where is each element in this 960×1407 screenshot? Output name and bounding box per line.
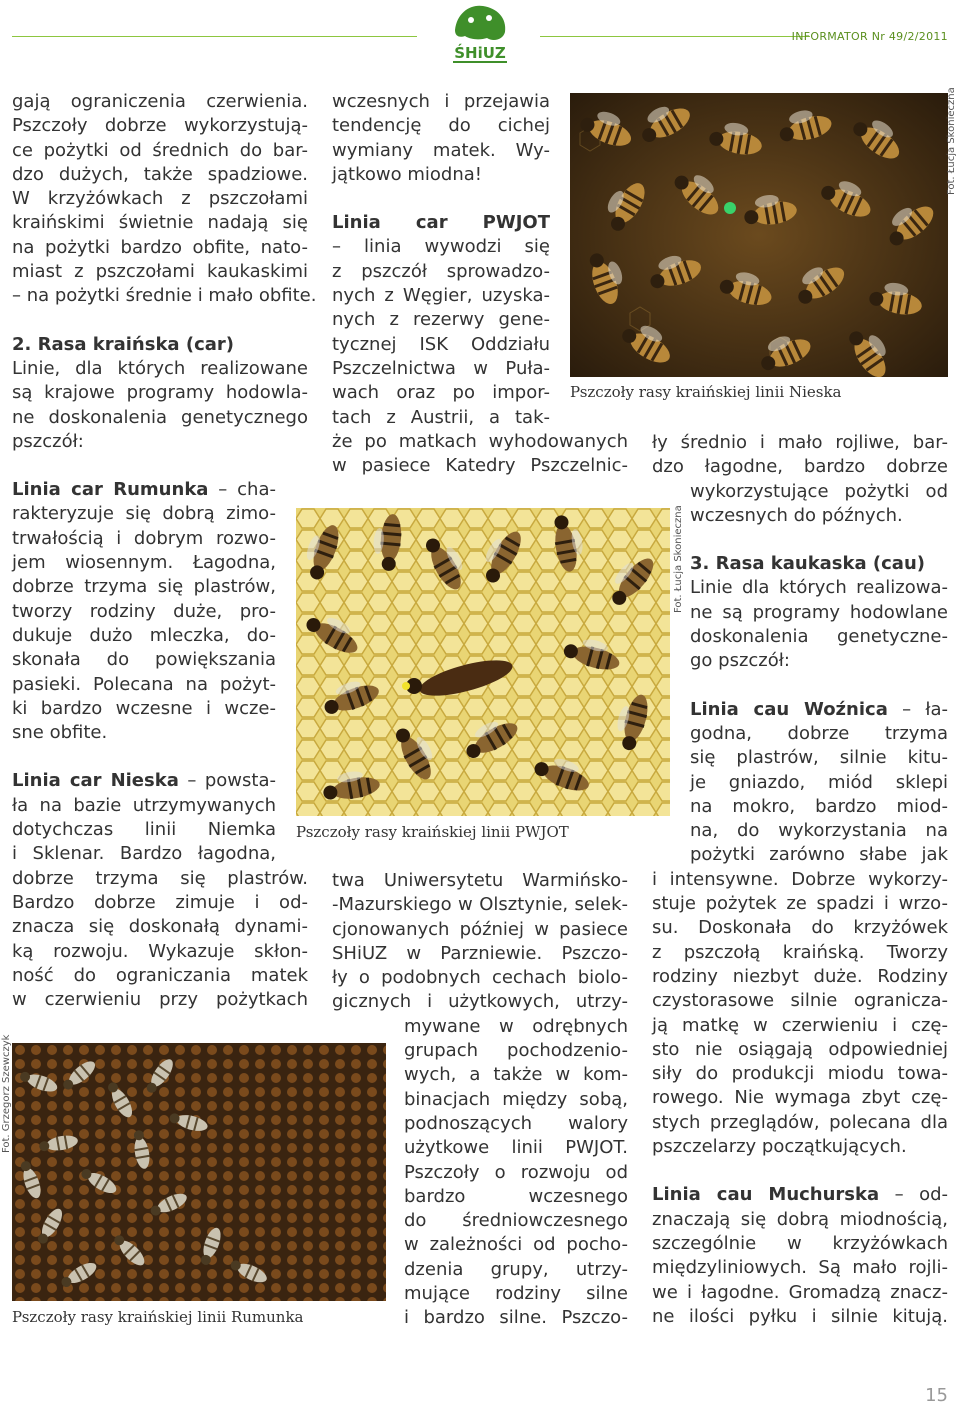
credit-pwjot: Fot. Łucja Skonieczna bbox=[673, 505, 684, 613]
text-line: Linie dla których realizowa- bbox=[690, 577, 948, 599]
text-line: dzo łagodne, bardzo dobrze bbox=[652, 456, 948, 478]
text-line: Pszczoły dobrze wykorzystują- bbox=[12, 115, 308, 137]
text-line: mywane w odrębnych bbox=[404, 1015, 628, 1037]
text-line: – linia wywodzi się bbox=[332, 236, 550, 258]
text-line: pożytki zarówno słabe jak bbox=[690, 844, 948, 866]
text-line: nych z Węgier, uzyska- bbox=[332, 285, 550, 307]
text-line: wych, a także w kom- bbox=[404, 1064, 628, 1086]
text-line: mujące rodziny silne bbox=[404, 1283, 628, 1305]
text-line: SHiUZ w Parzniewie. Pszczo- bbox=[332, 942, 628, 964]
text-line: w zależności od pocho- bbox=[404, 1234, 628, 1256]
text-line: cjonowanych później w pasiece bbox=[332, 918, 628, 940]
text-line: ność do ograniczania matek bbox=[12, 964, 308, 986]
text-line: skonała do powiększania bbox=[12, 649, 276, 671]
text-line: we i łagodne. Gromadzą znacz- bbox=[652, 1281, 948, 1303]
text-line: jem wiosennym. Łagodna, bbox=[12, 552, 276, 574]
credit-rumunka: Fot. Grzegorz Szewczyk bbox=[1, 1034, 12, 1153]
credit-nieska: Fot. Łucja Skonieczna bbox=[946, 87, 957, 195]
line-name-pwjot: Linia car PWJOT bbox=[332, 212, 550, 234]
bees-photo-image bbox=[570, 93, 948, 377]
middle-column-top bbox=[332, 90, 628, 478]
line-name-nieska: Linia car Nieska bbox=[12, 770, 179, 792]
section-heading: 3. Rasa kaukaska (cau) bbox=[690, 553, 925, 575]
text-line: rodziny niezbyt duże. Rodziny bbox=[652, 965, 948, 987]
text-line: wczesnych i przejawia bbox=[332, 91, 550, 112]
line-name-rumunka: Linia car Rumunka bbox=[12, 479, 209, 501]
text-line: znaczają się dobrą miodnością, bbox=[652, 1208, 948, 1230]
text-line: na, do wykorzystania na bbox=[690, 820, 948, 842]
nieska-paragraph bbox=[12, 769, 308, 1012]
section-heading: 2. Rasa kraińska (car) bbox=[12, 333, 234, 355]
caption-rumunka: Pszczoły rasy kraińskiej linii Rumunka bbox=[12, 1308, 304, 1326]
photo-pwjot bbox=[296, 508, 670, 816]
text-line: w czerwieniu przy pożytkach bbox=[12, 989, 308, 1011]
text-line: W krzyżówkach z pszczołami bbox=[12, 188, 308, 210]
text-line: dzo dużych, także spadziowe. bbox=[12, 163, 308, 185]
section-2 bbox=[12, 333, 308, 454]
header-rule-right bbox=[540, 36, 810, 37]
text-line: doskonalenia genetyczne- bbox=[690, 626, 948, 648]
rumunka-paragraph bbox=[12, 478, 276, 745]
text-line: nych z rezerwy gene- bbox=[332, 309, 550, 331]
bees-photo-image bbox=[296, 508, 670, 816]
text-line: Linia car Nieska – powsta- bbox=[12, 770, 276, 792]
text-line: dobrze trzyma się plastrów, bbox=[12, 576, 276, 598]
text-line: twa Uniwersytetu Warmińsko- bbox=[332, 870, 628, 891]
text-line: Pszczelnictwa w Puła- bbox=[332, 357, 550, 379]
text-line: na pożytki bardzo obfite, nato- bbox=[12, 236, 308, 258]
photo-nieska bbox=[570, 93, 948, 377]
text-line: trwałością i dobrym rozwo- bbox=[12, 527, 276, 549]
text-line: szczególnie w krzyżówkach bbox=[652, 1232, 948, 1254]
line-name-woznica: Linia cau Woźnica bbox=[690, 698, 888, 720]
text-line: użytkowe linii PWJOT. bbox=[404, 1137, 628, 1159]
text-line: tach z Austrii, a tak- bbox=[332, 406, 550, 428]
caption-pwjot: Pszczoły rasy kraińskiej linii PWJOT bbox=[296, 823, 569, 841]
text-line: Pszczoły o rozwoju od bbox=[404, 1161, 628, 1183]
text-line: do średniowczesnego bbox=[404, 1210, 628, 1232]
text-line: binacjach między sobą, bbox=[404, 1088, 628, 1110]
text-line: ła na bazie utrzymywanych bbox=[12, 794, 276, 816]
text-line: – na pożytki średnie i mało obfite. bbox=[12, 285, 317, 307]
text-line: w pasiece Katedry Pszczelnic- bbox=[332, 455, 628, 477]
text-line: i Sklenar. Bardzo łagodna, bbox=[12, 843, 276, 865]
bees-photo-image bbox=[12, 1043, 386, 1301]
text-line: z pszczół sprowadzo- bbox=[332, 260, 550, 282]
photo-rumunka bbox=[12, 1043, 386, 1301]
text-line: rowego. Nie wymaga zbyt czę- bbox=[652, 1087, 948, 1109]
logo-text: ŚHiUZ bbox=[454, 44, 506, 62]
text-line: tworzy rodziny duże, pro- bbox=[12, 600, 276, 622]
text-line: kraińskimi świetnie nadają się bbox=[12, 212, 308, 234]
text-line: ły średnio i mało rojliwe, bar- bbox=[652, 432, 948, 453]
text-line: wczesnych do późnych. bbox=[690, 504, 903, 526]
text-line: ką rozwoju. Wykazuje skłon- bbox=[12, 940, 308, 962]
text-line: ne doskonalenia genetycznego bbox=[12, 406, 308, 428]
text-line: ce pożytki od średnich do bar- bbox=[12, 139, 308, 161]
text-line: tendencję do cichej bbox=[332, 115, 550, 137]
text-line: i intensywne. Dobrze wykorzy- bbox=[652, 868, 948, 890]
shiuz-logo bbox=[447, 0, 513, 72]
text-line: się plastrów, silnie kitu- bbox=[690, 747, 948, 769]
text-line: wymiany matek. Wy- bbox=[332, 139, 550, 161]
text-line: ki bardzo wczesne i wcze- bbox=[12, 697, 276, 719]
text-line: stych przeglądów, polecana dla bbox=[652, 1111, 948, 1133]
text-line: stuje pożytek ze spadzi i wrzo- bbox=[652, 893, 948, 915]
text-line: czystorasowe silnie ogranicza- bbox=[652, 990, 948, 1012]
text-line: z pszczołą kraińską. Tworzy bbox=[652, 941, 948, 963]
header-rule-left bbox=[12, 36, 417, 37]
text-line: godna, dobrze trzyma bbox=[690, 722, 948, 744]
text-line: gają ograniczenia czerwienia. bbox=[12, 91, 308, 112]
text-line: rakteryzuje się dobrą zimo- bbox=[12, 503, 276, 525]
text-line: jątkowo miodna! bbox=[332, 163, 482, 185]
text-line: ły o podobnych cechach biolo- bbox=[332, 967, 628, 989]
text-line: podnoszących walory bbox=[404, 1112, 628, 1134]
caption-nieska: Pszczoły rasy kraińskiej linii Nieska bbox=[570, 383, 842, 401]
text-line: sto nie osiągają odpowiedniej bbox=[652, 1038, 948, 1060]
right-column-top bbox=[652, 431, 948, 1329]
text-line: sne obfite. bbox=[12, 722, 108, 744]
text-line: że po matkach wyhodowanych bbox=[332, 430, 628, 452]
text-line: są krajowe programy hodowla- bbox=[12, 382, 308, 404]
text-line: pszczelarzy początkujących. bbox=[652, 1136, 907, 1158]
text-line: na mokro, bardzo miod- bbox=[690, 795, 948, 817]
text-line: tycznej ISK Oddziału bbox=[332, 333, 550, 355]
text-line: siły do produkcji miodu towa- bbox=[652, 1063, 948, 1085]
text-line: Linie, dla których realizowane bbox=[12, 357, 308, 379]
text-line: ne ilości pyłku i silnie kitują. bbox=[652, 1305, 948, 1327]
text-line: pasieki. Polecana na pożyt- bbox=[12, 673, 276, 695]
text-line: wach oraz po impor- bbox=[332, 382, 550, 404]
text-line: dobrze trzyma się plastrów. bbox=[12, 867, 308, 889]
intro-paragraph bbox=[12, 90, 317, 309]
text-line: dzenia grupy, utrzy- bbox=[404, 1258, 628, 1280]
text-line: bardzo wczesnego bbox=[404, 1185, 628, 1207]
text-line: ne są programy hodowlane bbox=[690, 601, 948, 623]
issue-label: INFORMATOR Nr 49/2/2011 bbox=[791, 30, 948, 43]
text-line: Linia car Rumunka – cha- bbox=[12, 479, 276, 501]
text-line: znacza się doskonałą dynami- bbox=[12, 916, 308, 938]
text-line: pszczół: bbox=[12, 430, 84, 452]
page-number: 15 bbox=[925, 1385, 948, 1406]
text-line: je gniazdo, miód sklepi bbox=[690, 771, 948, 793]
left-column bbox=[12, 90, 317, 1012]
text-line: wykorzystujące pożytki od bbox=[690, 480, 948, 502]
text-line: Bardzo dobrze zimuje i od- bbox=[12, 891, 308, 913]
text-line: dukuje dużo mleczka, do- bbox=[12, 624, 276, 646]
text-line: su. Doskonała do krzyżówek bbox=[652, 917, 948, 939]
text-line: i bardzo silne. Pszczo- bbox=[404, 1307, 628, 1329]
text-line: gicznych i użytkowych, utrzy- bbox=[332, 991, 628, 1013]
text-line: grupach pochodzenio- bbox=[404, 1040, 628, 1062]
text-line: miast z pszczołami kaukaskimi bbox=[12, 261, 308, 283]
text-line: Linia cau Muchurska – od- bbox=[652, 1184, 948, 1206]
text-line: Linia cau Woźnica – ła- bbox=[690, 698, 948, 720]
line-name-muchurska: Linia cau Muchurska bbox=[652, 1184, 880, 1206]
text-line: dotychczas linii Niemka bbox=[12, 819, 276, 841]
text-line: międzyliniowych. Są mało rojli- bbox=[652, 1257, 948, 1279]
text-line: ją matkę w czerwieniu i czę- bbox=[652, 1014, 948, 1036]
text-line: -Mazurskiego w Olsztynie, selek- bbox=[332, 894, 628, 916]
text-line: go pszczół: bbox=[690, 650, 790, 672]
